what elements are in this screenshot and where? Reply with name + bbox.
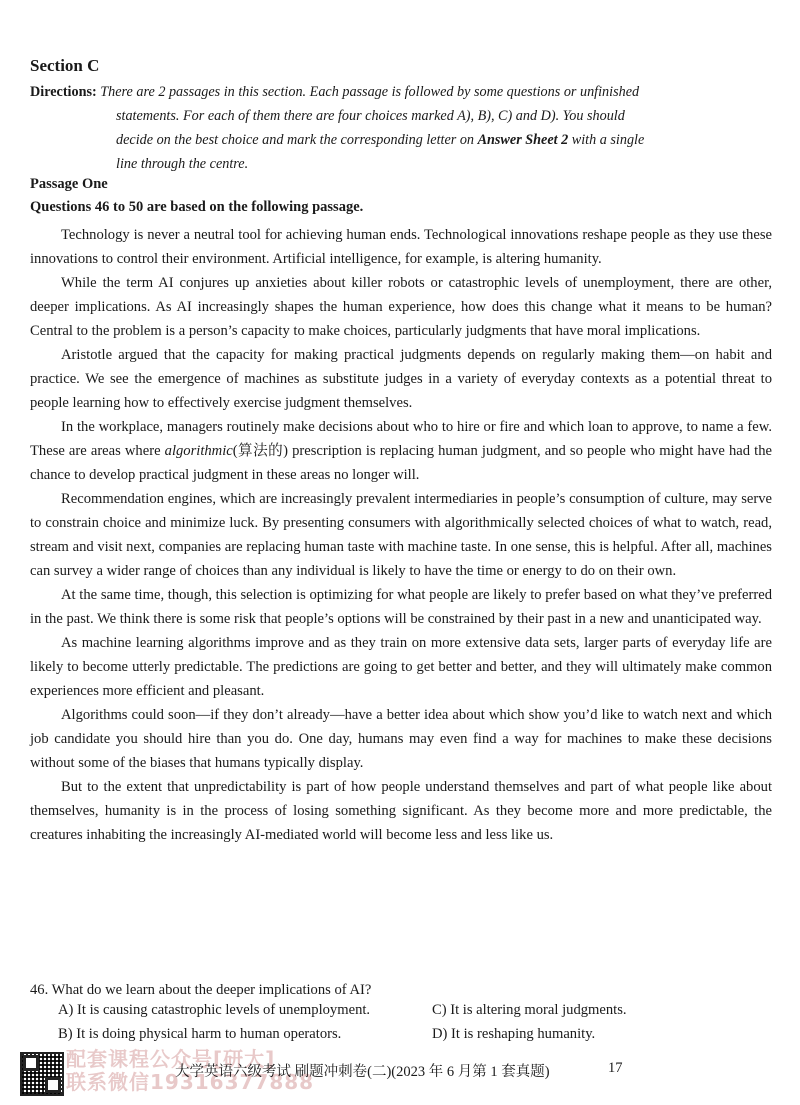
passage-label: Passage One <box>30 176 108 192</box>
choice-row-1 <box>58 998 768 1022</box>
paragraph-5: Recommendation engines, which are increasingly prevalent intermediaries in people’s consumption of culture, may serve to constrain choice and minimize luck. By presenting consumers with algorithmically selected choices of what to watch, read, stream and visit next, companies are replacing human taste with machine taste. In one sense, this is helpful. After all, machines can survey a wider range of choices than any individual is likely to have the time or energy to do on their own. <box>30 491 772 579</box>
directions-block <box>30 80 770 176</box>
directions-line-1: There are 2 passages in this section. Each passage is followed by some questions or unfinished <box>100 84 640 100</box>
watermark-line-2: 联系微信19316377888 <box>66 1070 315 1094</box>
question-46-choices <box>58 998 768 1046</box>
directions-label: Directions: <box>30 84 97 100</box>
choice-row-2 <box>58 1022 768 1046</box>
passage-body <box>30 223 772 847</box>
paragraph-1: Technology is never a neutral tool for achieving human ends. Technological innovations reshape people as they use these innovations to control their environment. Artificial intelligence, for example, is altering humanity. <box>30 227 772 267</box>
watermark-line-1: 配套课程公众号[研大] <box>66 1047 276 1071</box>
qr-code-icon <box>20 1052 64 1096</box>
choice-a: A) It is causing catastrophic levels of unemployment. <box>58 1002 371 1018</box>
question-46-stem: 46. What do we learn about the deeper implications of AI? <box>30 982 372 998</box>
choice-d: D) It is reshaping humanity. <box>432 1026 596 1042</box>
directions-line-3-start: decide on the best choice and mark the corresponding letter on <box>116 132 478 148</box>
paragraph-8: Algorithms could soon—if they don’t already—have a better idea about which show you’d like to watch next and which job candidate you should hire than you do. One day, humans may even find a way for machines to make these decisions without some of the biases that humans typically display. <box>30 707 772 771</box>
directions-line-2: statements. For each of them there are four choices marked A), B), C) and D). You should <box>116 108 625 124</box>
directions-line-3 <box>30 128 770 152</box>
paragraph-7: As machine learning algorithms improve and as they train on more extensive data sets, larger parts of everyday life are likely to become utterly predictable. The predictions are going to get better and better, and they will ultimately make common experiences more efficient and pleasant. <box>30 635 772 699</box>
paragraph-2: While the term AI conjures up anxieties about killer robots or catastrophic levels of unemployment, there are other, deeper implications. As AI increasingly shapes the human experience, how does this change what it means to be human? Central to the problem is a person’s capacity to make choices, particularly judgments that have moral implications. <box>30 275 772 339</box>
paragraph-4-gloss: (算法的) <box>232 443 289 459</box>
paragraph-4 <box>30 415 772 487</box>
directions-line-4: line through the centre. <box>116 156 249 172</box>
choice-c: C) It is altering moral judgments. <box>432 1002 627 1018</box>
footer-title: 大学英语六级考试 刷题冲刺卷(二)(2023 年 6 月第 1 套真题) <box>175 1064 550 1080</box>
page-footer <box>0 1047 800 1097</box>
section-title: Section C <box>30 56 100 75</box>
paragraph-4-italic-term: algorithmic <box>164 443 233 459</box>
choice-b: B) It is doing physical harm to human operators. <box>58 1026 342 1042</box>
page-number: 17 <box>608 1060 623 1076</box>
paragraph-6: At the same time, though, this selection is optimizing for what people are likely to prefer based on what they’ve preferred in the past. We think there is some risk that people’s options will be constrained by their past in a new and unanticipated way. <box>30 587 772 627</box>
paragraph-9: But to the extent that unpredictability is part of how people understand themselves and part of what people like about themselves, humanity is in the process of losing something significant. As they become more and more predictable, the creatures inhabiting the increasingly AI-mediated world will become less and less like us. <box>30 779 772 843</box>
paragraph-3: Aristotle argued that the capacity for making practical judgments depends on regularly making them—on habit and practice. We see the emergence of machines as substitute judges in a variety of everyday contexts as a potential threat to people learning how to effectively exercise judgment themselves. <box>30 347 772 411</box>
directions-line-3-end: with a single <box>568 132 645 148</box>
paragraph-4-before: In the workplace, managers routinely make decisions about who to hire or fire and which loan to approve, to name a few. These are areas where <box>30 419 772 459</box>
questions-label: Questions 46 to 50 are based on the following passage. <box>30 199 364 215</box>
paragraph-4-after: prescription is replacing human judgment, and so people who might have had the chance to develop practical judgment in these areas no longer will. <box>30 443 772 483</box>
answer-sheet-label: Answer Sheet 2 <box>477 132 569 148</box>
